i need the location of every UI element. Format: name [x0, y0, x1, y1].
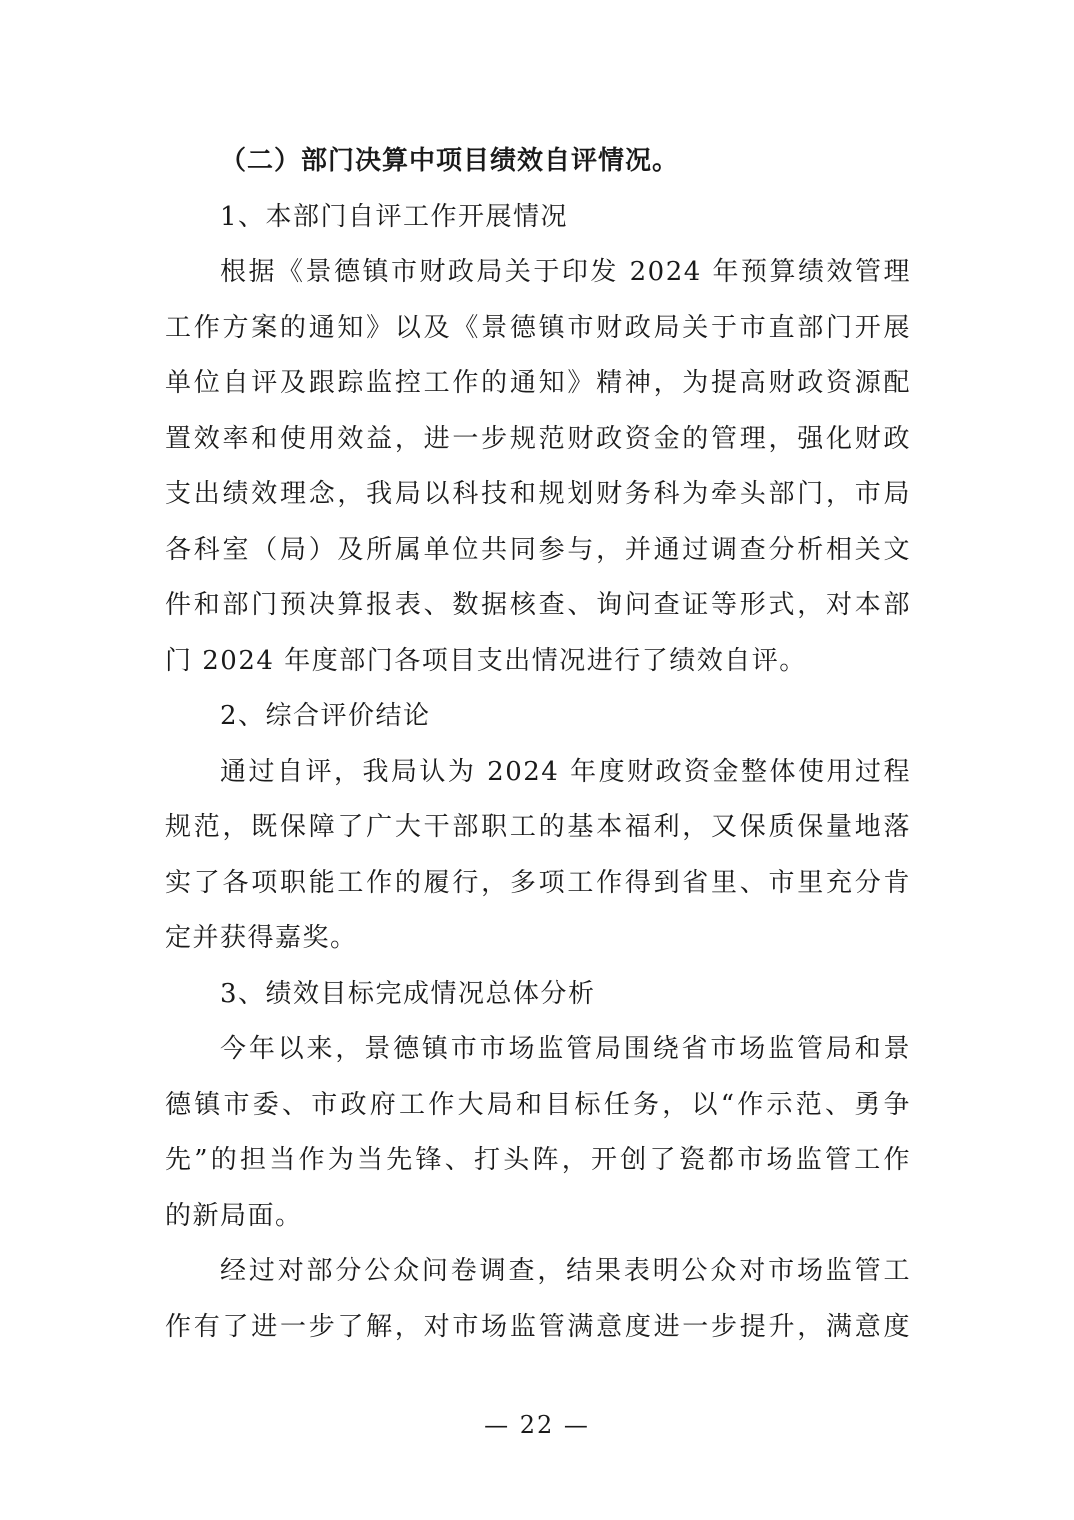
- paragraph-line: 通过自评，我局认为 2024 年度财政资金整体使用过程: [220, 756, 911, 787]
- paragraph-line: 实了各项职能工作的履行，多项工作得到省里、市里充分肯: [165, 867, 911, 898]
- paragraph-line: 件和部门预决算报表、数据核查、询问查证等形式，对本部: [165, 590, 911, 620]
- page-number: — 22 —: [484, 1411, 590, 1439]
- paragraph-3: [165, 1022, 915, 1244]
- paragraph-line: 规范，既保障了广大干部职工的基本福利，又保质保量地落: [165, 812, 911, 842]
- paragraph-4: [165, 1244, 915, 1355]
- paragraph-line: 支出绩效理念，我局以科技和规划财务科为牵头部门，市局: [165, 479, 911, 509]
- paragraph-line: 定并获得嘉奖。: [165, 923, 358, 953]
- paragraph-line: 先”的担当作为当先锋、打头阵，开创了瓷都市场监管工作: [165, 1145, 911, 1175]
- paragraph-1: [165, 245, 915, 689]
- paragraph-line: 工作方案的通知》以及《景德镇市财政局关于市直部门开展: [165, 312, 911, 343]
- paragraph-line: 置效率和使用效益，进一步规范财政资金的管理，强化财政: [165, 423, 911, 454]
- subsection-title-2: 2、综合评价结论: [220, 701, 431, 731]
- subsection-title-3: 3、绩效目标完成情况总体分析: [220, 978, 596, 1009]
- paragraph-line: 的新局面。: [165, 1200, 303, 1231]
- paragraph-line: 经过对部分公众问卷调查，结果表明公众对市场监管工: [220, 1256, 911, 1286]
- paragraph-line: 今年以来，景德镇市市场监管局围绕省市场监管局和景: [220, 1034, 911, 1064]
- paragraph-line: 根据《景德镇市财政局关于印发 2024 年预算绩效管理: [220, 257, 911, 287]
- paragraph-line: 门 2024 年度部门各项目支出情况进行了绩效自评。: [165, 645, 807, 676]
- document-body: [165, 134, 915, 1355]
- paragraph-line: 单位自评及跟踪监控工作的通知》精神，为提高财政资源配: [165, 368, 911, 398]
- paragraph-line: 作有了进一步了解，对市场监管满意度进一步提升，满意度: [165, 1311, 911, 1342]
- section-heading: （二）部门决算中项目绩效自评情况。: [220, 146, 680, 176]
- subsection-title-1: 1、本部门自评工作开展情况: [220, 201, 569, 232]
- paragraph-line: 各科室（局）及所属单位共同参与，并通过调查分析相关文: [165, 534, 911, 565]
- paragraph-line: 德镇市委、市政府工作大局和目标任务，以“作示范、勇争: [165, 1089, 911, 1120]
- paragraph-2: [165, 745, 915, 967]
